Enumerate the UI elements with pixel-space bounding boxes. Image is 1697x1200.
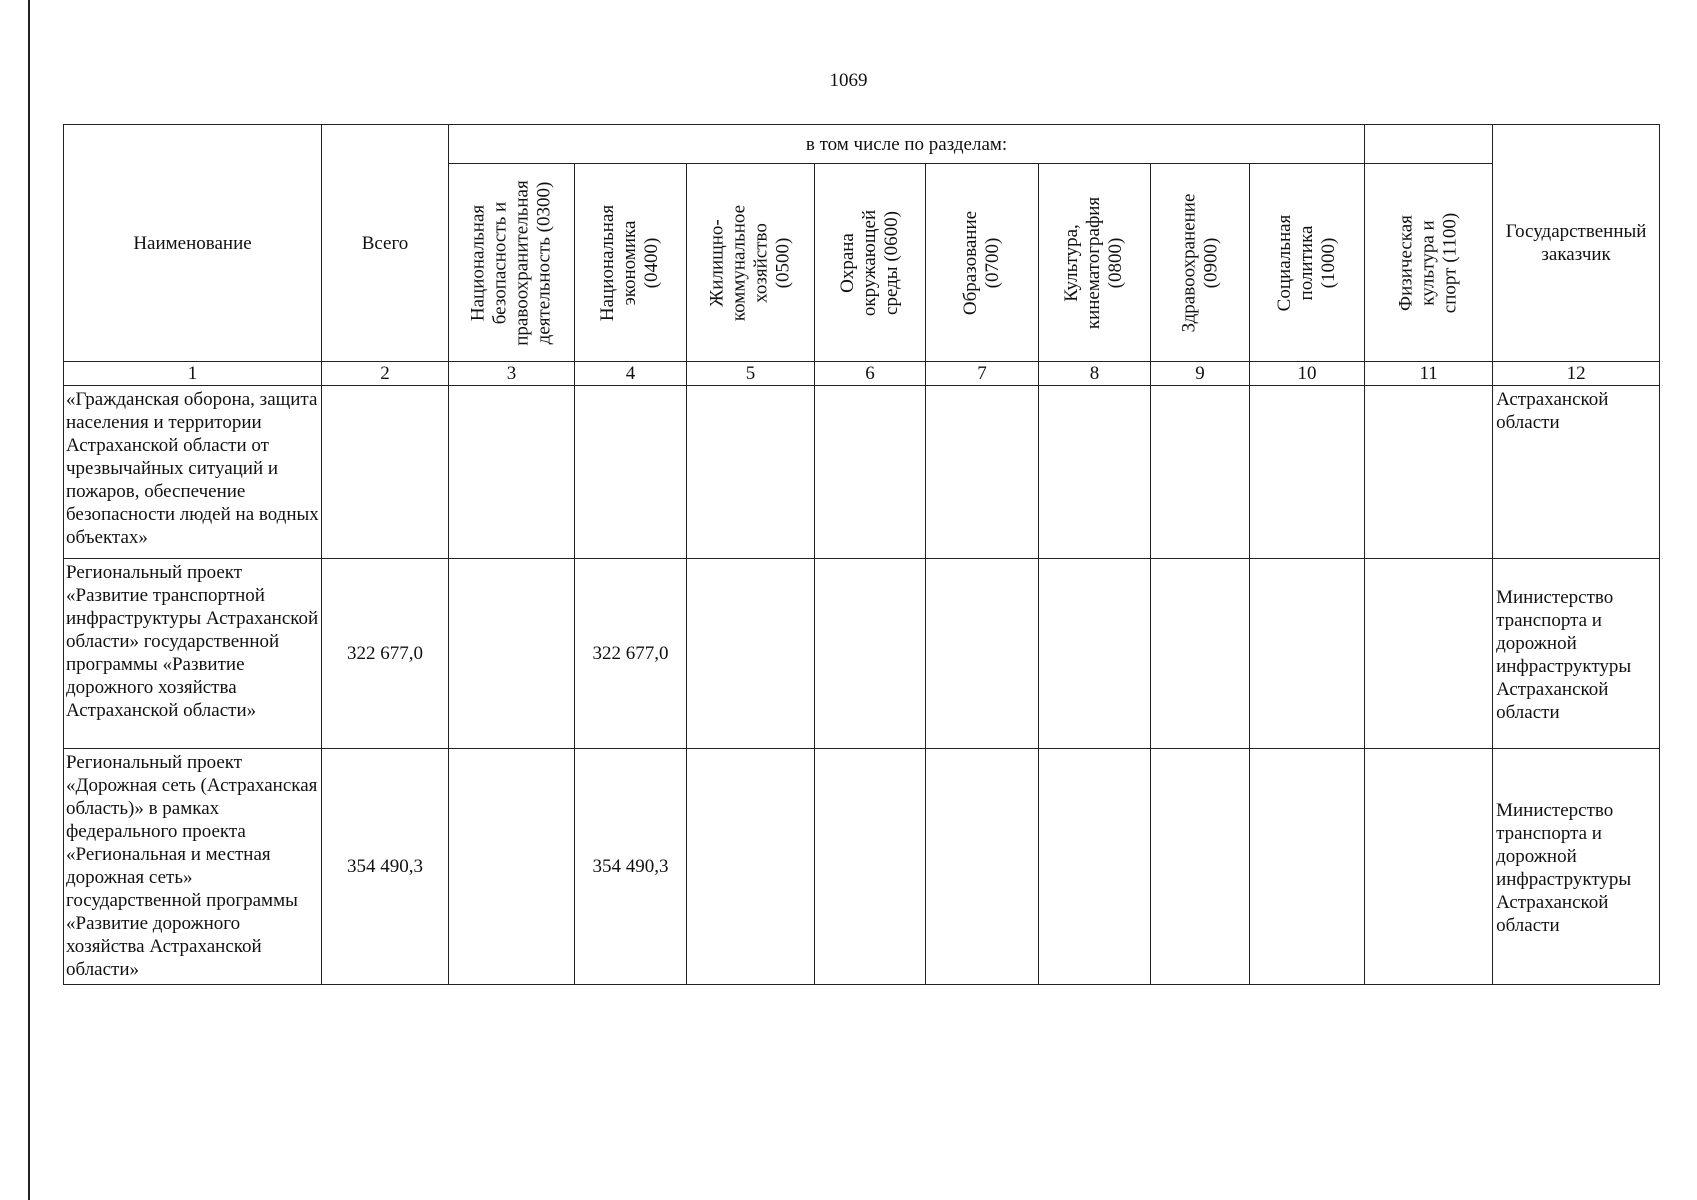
row-section-0400: 322 677,0 [575, 559, 687, 749]
cell-empty [1151, 559, 1250, 749]
header-total: Всего [322, 125, 449, 362]
table-row [64, 749, 1660, 985]
cell-empty [449, 386, 575, 559]
cell-empty [926, 559, 1039, 749]
cell-empty [815, 559, 926, 749]
row-section-0400 [575, 386, 687, 559]
cell-empty [815, 386, 926, 559]
column-number: 4 [575, 362, 687, 386]
row-name: Региональный проект «Дорожная сеть (Астраханская область)» в рамках федерального проекта «Региональная и местная дорожная сеть» государственной программы «Развитие дорожного хозяйства Астраханской области» [64, 749, 322, 985]
header-section-0700: Образование (0700) [926, 164, 1039, 362]
cell-empty [1039, 386, 1151, 559]
row-total: 322 677,0 [322, 559, 449, 749]
column-number: 5 [687, 362, 815, 386]
row-customer: Астраханской области [1493, 386, 1660, 559]
budget-table [63, 124, 1660, 985]
cell-empty [1365, 386, 1493, 559]
cell-empty [687, 749, 815, 985]
cell-empty [1151, 749, 1250, 985]
column-number: 3 [449, 362, 575, 386]
page-number: 1069 [829, 70, 868, 91]
header-sections-group: в том числе по разделам: [449, 125, 1365, 164]
header-section-1100: Физическая культура и спорт (1100) [1365, 164, 1493, 362]
column-number: 1 [64, 362, 322, 386]
cell-empty [449, 749, 575, 985]
header-section-0300: Национальная безопасность и правоохранительная деятельность (0300) [449, 164, 575, 362]
column-number: 11 [1365, 362, 1493, 386]
header-empty-cell [1365, 125, 1493, 164]
column-number: 10 [1250, 362, 1365, 386]
cell-empty [926, 749, 1039, 985]
column-number: 8 [1039, 362, 1151, 386]
column-number: 12 [1493, 362, 1660, 386]
cell-empty [1039, 749, 1151, 985]
header-section-1000: Социальная политика (1000) [1250, 164, 1365, 362]
cell-empty [1250, 386, 1365, 559]
column-number: 6 [815, 362, 926, 386]
column-number: 2 [322, 362, 449, 386]
cell-empty [1365, 749, 1493, 985]
row-customer: Министерство транспорта и дорожной инфраструктуры Астраханской области [1493, 559, 1660, 749]
cell-empty [926, 386, 1039, 559]
header-section-0900: Здравоохранение (0900) [1151, 164, 1250, 362]
header-section-0600: Охрана окружающей среды (0600) [815, 164, 926, 362]
row-customer: Министерство транспорта и дорожной инфраструктуры Астраханской области [1493, 749, 1660, 985]
header-name: Наименование [64, 125, 322, 362]
header-section-0400: Национальная экономика (0400) [575, 164, 687, 362]
cell-empty [1039, 559, 1151, 749]
column-number: 9 [1151, 362, 1250, 386]
row-total [322, 386, 449, 559]
row-name: Региональный проект «Развитие транспортной инфраструктуры Астраханской области» государственной программы «Развитие дорожного хозяйства Астраханской области» [64, 559, 322, 749]
binding-line [28, 0, 30, 1200]
table-row [64, 559, 1660, 749]
cell-empty [449, 559, 575, 749]
row-name: «Гражданская оборона, защита населения и территории Астраханской области от чрезвычайных ситуаций и пожаров, обеспечение безопасности людей на водных объектах» [64, 386, 322, 559]
cell-empty [1151, 386, 1250, 559]
cell-empty [1250, 749, 1365, 985]
header-section-0800: Культура, кинематография (0800) [1039, 164, 1151, 362]
row-total: 354 490,3 [322, 749, 449, 985]
row-section-0400: 354 490,3 [575, 749, 687, 985]
table-row [64, 386, 1660, 559]
column-number-row [64, 362, 1660, 386]
cell-empty [815, 749, 926, 985]
column-number: 7 [926, 362, 1039, 386]
header-section-0500: Жилищно-коммунальное хозяйство (0500) [687, 164, 815, 362]
cell-empty [687, 559, 815, 749]
cell-empty [687, 386, 815, 559]
cell-empty [1250, 559, 1365, 749]
header-customer: Государственный заказчик [1493, 125, 1660, 362]
cell-empty [1365, 559, 1493, 749]
